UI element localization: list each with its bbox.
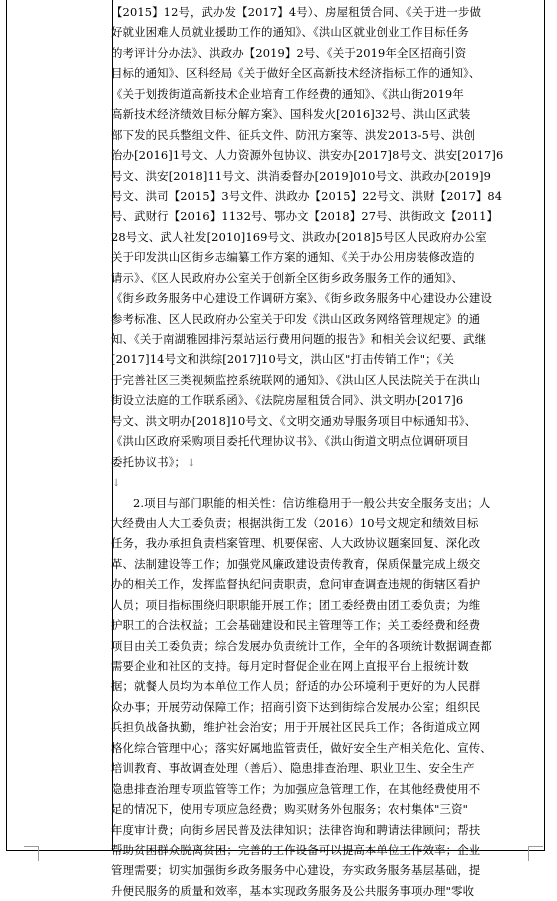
text-line	[111, 779, 535, 799]
text-line	[111, 63, 535, 83]
text-line-content: 《洪山区政府采购项目委托代理协议书》、《洪山街道文明点位调研项目	[111, 434, 469, 449]
text-line-content: 帮助贫困群众脱离贫困；完善的工作设备可以提高本单位工作效率；企业	[111, 842, 481, 857]
text-line-content: 街设立法庭的工作联系函》、《法院房屋租赁合同》、洪文明办[2017]6	[111, 393, 464, 408]
text-line-content: 年度审计费；向街乡居民普及法律知识；法律咨询和聘请法律顾问；帮扶	[111, 822, 481, 837]
text-line-content: 号文、洪司【2015】3号文件、洪政办【2015】22号文、洪财【2017】84	[111, 188, 503, 203]
text-line	[111, 166, 535, 186]
text-line	[111, 268, 535, 288]
text-line	[111, 472, 535, 492]
text-line-content: 部下发的民兵整组文件、征兵文件、防汛方案等、洪发2013-5号、洪创	[111, 127, 476, 142]
text-line	[111, 840, 535, 860]
text-line-content: 号文、洪安[2018]11号文、洪消委督办[2019]010号文、洪政办[2019]9	[111, 168, 491, 183]
text-line	[111, 758, 535, 778]
text-line	[111, 697, 535, 717]
text-line-content: 关于印发洪山区街乡志编纂工作方案的通知、《关于办公用房装修改造的	[111, 250, 475, 265]
text-line-content: 好就业困难人员就业援助工作的通知》、《洪山区就业创业工作目标任务	[111, 25, 469, 40]
text-line-content: 办的相关工作，发挥监督执纪问责职责，怠问审查调查违规的街辖区看护	[111, 577, 481, 592]
text-line-content: 【2015】12号，武办发【2017】4号）、房屋租赁合同、《关于进一步做	[111, 5, 482, 19]
text-line	[111, 186, 535, 206]
text-line	[111, 574, 535, 594]
text-line-content: 高新技术经济绩效目标分解方案》、国科发火[2016]32号、洪山区武装	[111, 107, 471, 122]
text-line-content: 知、《关于南湖雅园排污泵站运行费用问题的报告》和相关会议纪要、武继	[111, 332, 487, 346]
text-line-content: 号、武财行【2016】1132号、鄂办文【2018】27号、洪街政文【2011】	[111, 209, 499, 224]
text-line-content: 目标的通知》、区科经局《关于做好全区高新技术经济指标工作的通知》、	[111, 66, 481, 81]
text-line-content: 于完善社区三类视频监控系统联网的通知》、《洪山区人民法院关于在洪山	[111, 372, 481, 387]
text-line-content: 参考标准、区人民政府办公室关于印发《洪山区政务网络管理规定》的通	[111, 311, 481, 326]
text-line-content: 众办事；开展劳动保障工作；招商引资下达到街综合发展办公室；组织民	[111, 699, 481, 714]
text-line-content: 《关于划拨街道高新技术企业培育工作经费的通知》、《洪山街2019年	[111, 86, 464, 101]
text-line-content: 人员；项目指标围绕归职职能开展工作；团工委经费由团工委负责；为维	[111, 597, 481, 612]
text-line-content: 的考评计分办法》、洪政办【2019】2号、《关于2019年全区招商引资	[111, 45, 467, 60]
content-cell[interactable]	[111, 2, 535, 901]
text-line	[111, 860, 535, 880]
text-line	[111, 615, 535, 635]
text-line-content: 足的情况下，使用专项应急经费；购买财务外包服务；农村集体"三资"	[111, 802, 468, 817]
table-border-left	[6, 0, 7, 851]
text-line	[111, 513, 535, 533]
text-line	[111, 636, 535, 656]
text-line	[111, 309, 535, 329]
text-line	[111, 227, 535, 247]
text-line	[111, 329, 535, 349]
text-line	[111, 104, 535, 124]
text-line	[111, 370, 535, 390]
text-line	[111, 820, 535, 840]
text-line	[111, 84, 535, 104]
text-line-content: 大经费由人大工委负责；根据洪街工发（2016）10号文规定和绩效目标	[111, 515, 479, 530]
text-line-content: 2.项目与部门职能的相关性：信访维稳用于一般公共安全服务支出；人	[133, 495, 491, 510]
text-line-content: 升便民服务的质量和效率，基本实现政务服务及公共服务事项办理"零收	[111, 883, 475, 898]
text-line-content: 请示》、《区人民政府办公室关于创新全区街乡政务服务工作的通知》、	[111, 270, 464, 285]
text-line	[111, 533, 535, 553]
text-line	[111, 411, 535, 431]
text-line-content: 兵担负战备执勤，维护社会治安；用于开展社区民兵工作；各街道成立网	[111, 720, 481, 735]
margin-corner-mark-left	[24, 846, 39, 861]
paragraph-return-icon: ↓	[187, 457, 196, 469]
text-line	[111, 349, 535, 369]
text-line	[111, 799, 535, 819]
text-line-content: 培训教育、事故调查处理（善后）、隐患排查治理、职业卫生、安全生产	[111, 761, 475, 776]
text-line	[111, 125, 535, 145]
text-line-content: 《街乡政务服务中心建设工作调研方案》、《街乡政务服务中心建设办公建设	[111, 291, 492, 306]
text-line	[111, 145, 535, 165]
text-line	[111, 595, 535, 615]
paragraph-return-icon: ↓	[112, 478, 121, 490]
text-line-content: 需要企业和社区的支持。每月定时督促企业在网上直报平台上报统计数	[111, 659, 469, 673]
text-line-content: 管理需要；切实加强街乡政务服务中心建设，夯实政务服务基层基础，提	[111, 863, 481, 878]
text-line	[111, 288, 535, 308]
text-line	[111, 738, 535, 758]
text-line-content: 格化综合管理中心；落实好属地监管责任，做好安全生产相关危化、宣传、	[111, 740, 492, 755]
text-line	[111, 206, 535, 226]
text-line	[111, 2, 535, 22]
text-line-content: 护职工的合法权益；工会基础建设和民主管理等工作；关工委经费和经费	[111, 618, 481, 633]
text-line-content: 项目由关工委负责；综合发展办负责统计工作，全年的各项统计数据调查都	[111, 638, 492, 653]
text-line	[111, 656, 535, 676]
text-line	[111, 452, 535, 472]
text-line	[111, 247, 535, 267]
text-line	[111, 717, 535, 737]
text-line-content: 28号文、武人社发[2010]169号文、洪政办[2018]5号区人民政府办公室	[111, 229, 487, 244]
text-line	[111, 493, 535, 513]
table-border-right	[544, 0, 545, 851]
text-line	[111, 43, 535, 63]
text-line-content: 据；就餐人员均为本单位工作人员；舒适的办公环境利于更好的为人民群	[111, 679, 481, 694]
text-line-content: 革、法制建设等工作；加强党风廉政建设责传教育，保质保量完成上级交	[111, 556, 481, 571]
text-line-content: [2017]14号文和洪综[2017]10号文，洪山区"打击传销工作"；《关	[111, 352, 455, 367]
margin-corner-mark-right	[528, 846, 543, 861]
text-line	[111, 390, 535, 410]
text-line	[111, 22, 535, 42]
text-line	[111, 554, 535, 574]
text-line-content: 任务，我办承担負责档案管理、机要保密、人大政协议题案回复、深化改	[111, 536, 481, 551]
text-line	[111, 881, 535, 901]
text-line	[111, 676, 535, 696]
text-line-content: 委托协议书》；	[111, 454, 187, 469]
text-line-content: 治办[2016]1号文、人力资源外包协议、洪安办[2017]8号文、洪安[2017]6	[111, 148, 504, 163]
text-line	[111, 431, 535, 451]
text-line-content: 号文、洪文明办[2018]10号文、《文明交通劝导服务项目中标通知书》、	[111, 413, 477, 428]
text-line-content: 隐患排查治理专项监管等工作；为加强应急管理工作，在其他经费使用不	[111, 781, 481, 796]
